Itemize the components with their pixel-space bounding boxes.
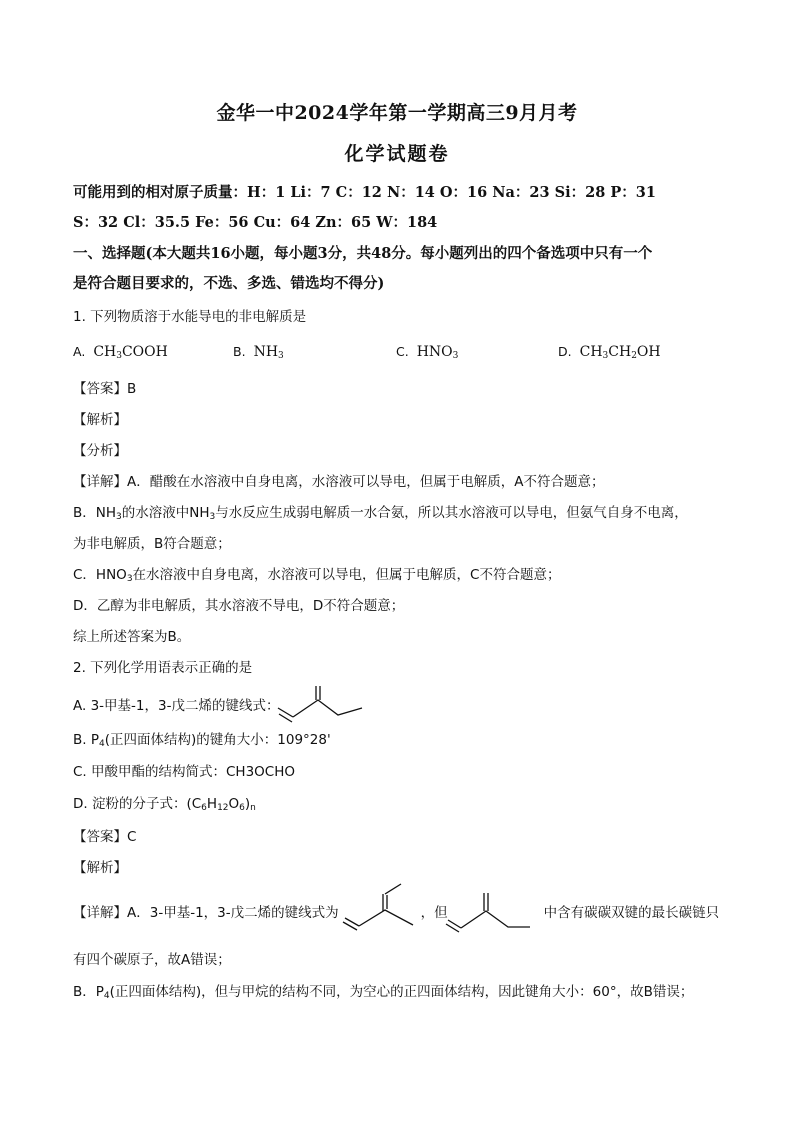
q1-detail-a: 【详解】A．醋酸在水溶液中自身电离，水溶液可以导电，但属于电解质，A不符合题意； <box>73 474 605 490</box>
atomic-mass-line-2: S：32 Cl：35.5 Fe：56 Cu：64 Zn：65 W：184 <box>73 214 438 231</box>
exam-title: 金华一中2024学年第一学期高三9月月考 <box>216 102 578 124</box>
q1-analysis-label: 【解析】 <box>73 412 127 428</box>
q1-detail-d: D．乙醇为非电解质，其水溶液不导电，D不符合题意； <box>73 598 405 614</box>
double-bond-vertical <box>316 686 320 700</box>
option-label: D. <box>558 344 572 359</box>
q2-stem: 2. 下列化学用语表示正确的是 <box>73 660 253 676</box>
q2-answer: 【答案】C <box>73 829 137 845</box>
q1-detail-b-line-2: 为非电解质，B符合题意； <box>73 536 231 552</box>
double-bond-vertical <box>484 893 488 911</box>
q1-option-a: A. $CH_3COOH$ <box>73 344 168 361</box>
option-label: C. <box>396 344 409 359</box>
carbon-chain <box>359 910 413 926</box>
q2-option-d: D. 淀粉的分子式：$(C_6H_{12}O_6)_n$ <box>73 796 256 813</box>
q2-detail-a-line-1: 【详解】A．3-甲基-1，3-戊二烯的键线式为 ，但 中含有碳碳双键的最长碳链只 <box>73 905 720 921</box>
skeletal-formula-diagram-longest-chain <box>446 893 532 933</box>
q1-option-c: C. $HNO_3$ <box>396 344 459 361</box>
q2-detail-a-line-2: 有四个碳原子，故A错误； <box>73 952 231 968</box>
q1-detail-c: C．$HNO_3$在水溶液中自身电离，水溶液可以导电，但属于电解质，C不符合题意； <box>73 567 561 584</box>
q2-option-a: A. 3-甲基-1，3-戊二烯的键线式： <box>73 698 280 714</box>
skeletal-formula-diagram <box>278 686 364 722</box>
q2-detail-b: B．$P_4$(正四面体结构)，但与甲烷的结构不同，为空心的正四面体结构，因此键角大小：60°，故B错误； <box>73 984 694 1001</box>
q2-analysis-label: 【解析】 <box>73 860 127 876</box>
carbon-chain <box>293 700 362 717</box>
exam-subtitle: 化学试题卷 <box>344 143 450 165</box>
option-label: A. <box>73 344 86 359</box>
q1-summary: 综上所述答案为B。 <box>73 629 191 645</box>
q1-option-b: B. $NH_3$ <box>233 344 284 361</box>
q2-option-b: B. $P_4$(正四面体结构)的键角大小：109°28' <box>73 732 331 749</box>
option-label: B. <box>233 344 246 359</box>
double-bond-line <box>383 894 387 911</box>
q2-option-c: C. 甲酸甲酯的结构简式：CH3OCHO <box>73 764 296 780</box>
q1-answer: 【答案】B <box>73 381 137 397</box>
section-heading-line-1: 一、选择题(本大题共16小题，每小题3分，共48分。每小题列出的四个备选项中只有一个 <box>73 245 653 262</box>
carbon-chain <box>461 911 530 928</box>
single-bond <box>385 884 401 894</box>
q1-fenxi-label: 【分析】 <box>73 443 127 459</box>
q1-option-d: D. $CH_3CH_2OH$ <box>558 344 661 361</box>
skeletal-formula-diagram-wrong <box>343 884 417 932</box>
atomic-mass-line-1: 可能用到的相对原子质量：H：1 Li：7 C：12 N：14 O：16 Na：23 Si：28 P：31 <box>73 184 656 201</box>
single-bond <box>278 708 293 717</box>
q1-detail-b-line-1: B．$NH_3$的水溶液中$NH_3$与水反应生成弱电解质一水合氨，所以其水溶液可以导电，但氨气自身不电离， <box>73 505 688 522</box>
q1-stem: 1. 下列物质溶于水能导电的非电解质是 <box>73 309 307 325</box>
section-heading-line-2: 是符合题目要求的，不选、多选、错选均不得分) <box>73 275 385 292</box>
